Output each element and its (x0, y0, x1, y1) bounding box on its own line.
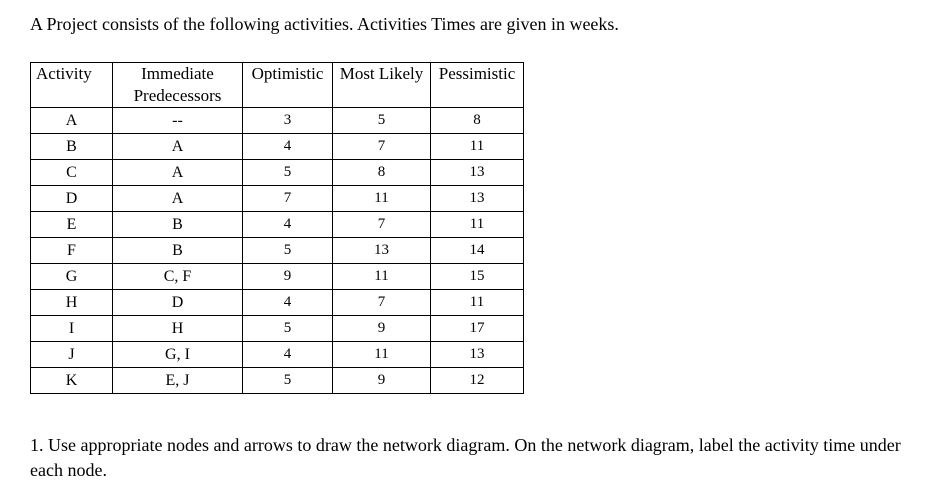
table-row (31, 290, 524, 316)
cell-activity: H (31, 290, 113, 316)
cell-activity: F (31, 238, 113, 264)
cell-optimistic: 5 (243, 160, 333, 186)
header-predecessors (113, 63, 243, 108)
cell-pessimistic: 8 (431, 108, 524, 134)
table-row (31, 212, 524, 238)
table-row (31, 368, 524, 394)
cell-predecessors: C, F (113, 264, 243, 290)
cell-most-likely: 9 (333, 368, 431, 394)
cell-pessimistic: 11 (431, 290, 524, 316)
cell-pessimistic: 13 (431, 342, 524, 368)
cell-pessimistic: 17 (431, 316, 524, 342)
header-activity: Activity (31, 63, 113, 108)
header-most-likely: Most Likely (333, 63, 431, 108)
cell-most-likely: 7 (333, 212, 431, 238)
cell-most-likely: 8 (333, 160, 431, 186)
cell-most-likely: 11 (333, 186, 431, 212)
cell-predecessors: B (113, 212, 243, 238)
cell-activity: I (31, 316, 113, 342)
cell-optimistic: 9 (243, 264, 333, 290)
cell-most-likely: 5 (333, 108, 431, 134)
cell-most-likely: 13 (333, 238, 431, 264)
cell-predecessors: D (113, 290, 243, 316)
cell-activity: K (31, 368, 113, 394)
cell-predecessors: A (113, 186, 243, 212)
header-optimistic: Optimistic (243, 63, 333, 108)
cell-activity: B (31, 134, 113, 160)
header-predecessors-line2: Predecessors (133, 86, 222, 105)
cell-most-likely: 7 (333, 134, 431, 160)
cell-activity: D (31, 186, 113, 212)
cell-predecessors: A (113, 134, 243, 160)
cell-activity: J (31, 342, 113, 368)
cell-most-likely: 11 (333, 264, 431, 290)
table-body (31, 108, 524, 394)
cell-activity: G (31, 264, 113, 290)
header-predecessors-line1: Immediate (141, 64, 214, 83)
table-row (31, 238, 524, 264)
cell-optimistic: 5 (243, 368, 333, 394)
cell-optimistic: 7 (243, 186, 333, 212)
cell-predecessors: H (113, 316, 243, 342)
intro-text: A Project consists of the following activities. Activities Times are given in weeks. (30, 14, 619, 34)
table-row (31, 186, 524, 212)
cell-optimistic: 5 (243, 316, 333, 342)
cell-most-likely: 11 (333, 342, 431, 368)
cell-activity: C (31, 160, 113, 186)
cell-predecessors: G, I (113, 342, 243, 368)
cell-optimistic: 3 (243, 108, 333, 134)
cell-most-likely: 7 (333, 290, 431, 316)
cell-pessimistic: 15 (431, 264, 524, 290)
cell-pessimistic: 11 (431, 212, 524, 238)
cell-optimistic: 5 (243, 238, 333, 264)
cell-optimistic: 4 (243, 134, 333, 160)
question-text: 1. Use appropriate nodes and arrows to draw the network diagram. On the network diagram, label the activity time under each node. (30, 435, 901, 480)
cell-optimistic: 4 (243, 212, 333, 238)
cell-optimistic: 4 (243, 290, 333, 316)
table-row (31, 316, 524, 342)
table-row (31, 264, 524, 290)
cell-pessimistic: 13 (431, 186, 524, 212)
table-header-row (31, 63, 524, 108)
table-row (31, 160, 524, 186)
header-pessimistic: Pessimistic (431, 63, 524, 108)
cell-pessimistic: 13 (431, 160, 524, 186)
cell-predecessors: A (113, 160, 243, 186)
activity-table (30, 62, 524, 394)
cell-activity: E (31, 212, 113, 238)
cell-predecessors: B (113, 238, 243, 264)
cell-most-likely: 9 (333, 316, 431, 342)
table-row (31, 108, 524, 134)
cell-predecessors: E, J (113, 368, 243, 394)
table-row (31, 134, 524, 160)
cell-activity: A (31, 108, 113, 134)
cell-pessimistic: 11 (431, 134, 524, 160)
cell-pessimistic: 12 (431, 368, 524, 394)
cell-optimistic: 4 (243, 342, 333, 368)
cell-predecessors: -- (113, 108, 243, 134)
table-row (31, 342, 524, 368)
cell-pessimistic: 14 (431, 238, 524, 264)
